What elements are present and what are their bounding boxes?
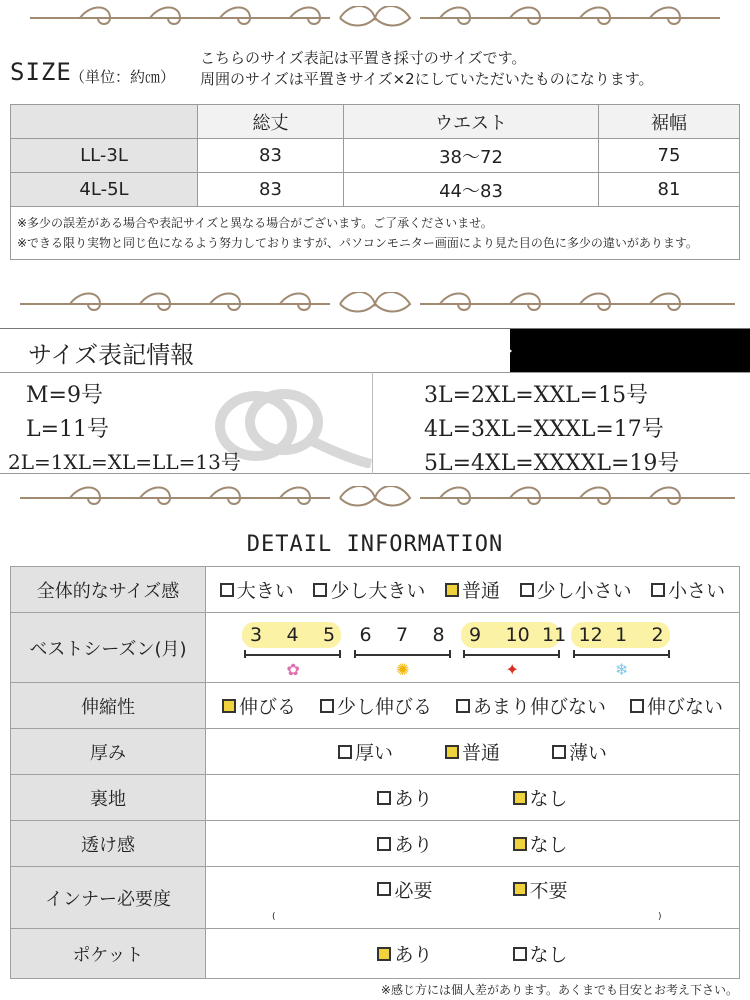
month-label: 10 [505, 623, 530, 646]
checked-box-icon [445, 583, 459, 597]
fit-options [206, 576, 739, 603]
ornament-divider-middle [0, 292, 750, 316]
season-tick [573, 650, 575, 658]
month-label: 3 [250, 623, 263, 646]
detail-label-stretch: 伸縮性 [11, 683, 206, 729]
checkbox-icon [338, 745, 352, 759]
maple-leaf-icon: ✦ [505, 659, 519, 679]
fit-option-label: 小さい [668, 580, 726, 602]
size-footnote: ※多少の誤差がある場合や表記サイズと異なる場合がございます。ご了承くださいませ。 [17, 216, 493, 230]
thickness-option [445, 738, 500, 765]
checkbox-icon [630, 699, 644, 713]
fit-option [313, 576, 425, 603]
detail-label-pocket: ポケット [11, 929, 206, 979]
size-col-length: 総丈 [198, 105, 344, 139]
size-table-header [11, 105, 740, 139]
size-col-hem: 裾幅 [599, 105, 740, 139]
cherry-blossom-icon: ✿ [286, 659, 300, 679]
sunflower-icon: ✺ [396, 659, 410, 679]
size-info-panel [0, 328, 750, 474]
header-arrow-shape [486, 329, 512, 373]
size-note [200, 48, 654, 90]
checkbox-icon [220, 583, 234, 597]
lining-option [377, 784, 432, 811]
table-row [11, 613, 740, 683]
pocket-option-label: あり [394, 944, 433, 966]
season-months [206, 614, 739, 682]
fit-option-label: 少し大きい [330, 580, 426, 602]
checkbox-icon [520, 583, 534, 597]
checkbox-icon [377, 882, 391, 896]
table-row [11, 683, 740, 729]
stretch-option [630, 692, 723, 719]
table-row [11, 867, 740, 929]
detail-label-thickness: 厚み [11, 729, 206, 775]
inner-cell [206, 868, 739, 928]
size-cell: 81 [599, 173, 740, 207]
detail-label-lining: 裏地 [11, 775, 206, 821]
divider [0, 372, 750, 373]
size-note-line: こちらのサイズ表記は平置き採寸のサイズです。 [200, 49, 527, 67]
size-row-label: 4L-5L [11, 173, 198, 207]
checkbox-icon [513, 947, 527, 961]
season-tick [449, 650, 451, 658]
sheer-option [513, 830, 568, 857]
header-black-band [510, 329, 750, 373]
fit-option [651, 576, 725, 603]
season-tick [354, 650, 356, 658]
month-label: 8 [432, 623, 445, 646]
table-row [11, 821, 740, 867]
detail-label-season: ベストシーズン(月) [11, 613, 206, 683]
stretch-option-label: 伸びる [238, 696, 296, 718]
month-label: 11 [542, 623, 567, 646]
snowflake-icon: ❄ [615, 659, 629, 679]
paren-open: ( [272, 911, 276, 922]
season-bar [573, 654, 670, 656]
size-cell: 83 [198, 139, 344, 173]
stretch-option-label: 少し伸びる [336, 696, 432, 718]
lining-option-label: なし [529, 788, 568, 810]
size-table [10, 104, 740, 260]
inner-option [377, 876, 432, 903]
table-row [11, 567, 740, 613]
size-info-right-1: 3L=2XL=XXL=15号 [424, 383, 649, 408]
fit-option [445, 576, 500, 603]
stretch-option [320, 692, 432, 719]
inner-option-label: 必要 [394, 879, 433, 902]
thickness-option-label: 薄い [569, 742, 608, 764]
sheer-options [206, 830, 739, 857]
size-unit: （単位：約㎝） [70, 68, 176, 86]
table-row [11, 929, 740, 979]
ornament-divider-lower [0, 486, 750, 510]
size-info-right-3: 5L=4XL=XXXXL=19号 [424, 451, 680, 476]
fit-option-label: 普通 [461, 580, 500, 602]
size-info-left-1: M=9号 [26, 383, 103, 408]
size-cell: 44～83 [344, 173, 599, 207]
detail-title: DETAIL INFORMATION [246, 532, 504, 557]
inner-options [206, 868, 739, 903]
checkbox-icon [313, 583, 327, 597]
detail-label-sheer: 透け感 [11, 821, 206, 867]
pocket-option [513, 940, 568, 967]
checkbox-icon [320, 699, 334, 713]
detail-label-fit: 全体的なサイズ感 [11, 567, 206, 613]
size-footnote: ※できる限り実物と同じ色になるよう努力しておりますが、パソコンモニター画面により見た目の色に多少の違いがあります。 [17, 236, 698, 250]
thickness-option-label: 普通 [461, 742, 500, 764]
checkbox-icon [651, 583, 665, 597]
inner-option-label: 不要 [529, 879, 568, 902]
sheer-option [377, 830, 432, 857]
paren-close: ) [658, 911, 662, 922]
table-row [11, 729, 740, 775]
thickness-options [206, 738, 739, 765]
checked-box-icon [513, 837, 527, 851]
checkbox-icon [456, 699, 470, 713]
size-info-left-3: 2L=1XL=XL=LL=13号 [8, 450, 241, 474]
stretch-option-label: 伸びない [646, 696, 723, 718]
checked-box-icon [513, 882, 527, 896]
size-footnotes [11, 207, 740, 260]
detail-table [10, 566, 740, 979]
month-label: 1 [615, 623, 628, 646]
checked-box-icon [513, 791, 527, 805]
size-info-right-2: 4L=3XL=XXXL=17号 [424, 417, 664, 442]
stretch-option-label: あまり伸びない [472, 696, 606, 718]
fit-option [520, 576, 632, 603]
sheer-option-label: なし [529, 834, 568, 856]
size-cell: 75 [599, 139, 740, 173]
month-label: 5 [323, 623, 336, 646]
checkbox-icon [377, 837, 391, 851]
season-bar [244, 654, 341, 656]
pocket-option-label: なし [529, 944, 568, 966]
month-label: 12 [578, 623, 603, 646]
size-cell: 83 [198, 173, 344, 207]
size-footnote-row [11, 207, 740, 260]
thickness-option [552, 738, 607, 765]
table-row [11, 173, 740, 207]
size-note-line: 周囲のサイズは平置きサイズ×2にしていただいたものになります。 [200, 70, 654, 88]
thickness-option-label: 厚い [354, 742, 393, 764]
checked-box-icon [222, 699, 236, 713]
season-tick [339, 650, 341, 658]
month-label: 7 [396, 623, 409, 646]
size-info-left-2: L=11号 [26, 417, 110, 442]
fit-option-label: 大きい [236, 580, 294, 602]
stretch-option [456, 692, 606, 719]
season-bar [354, 654, 451, 656]
pocket-options [206, 940, 739, 967]
lining-option-label: あり [394, 788, 433, 810]
season-tick [463, 650, 465, 658]
season-tick [558, 650, 560, 658]
lining-option [513, 784, 568, 811]
table-row [11, 139, 740, 173]
month-label: 4 [286, 623, 299, 646]
season-bar [463, 654, 560, 656]
detail-label-inner: インナー必要度 [11, 867, 206, 929]
ornament-divider-top [0, 6, 750, 30]
size-info-heading: サイズ表記情報 [28, 341, 195, 369]
footnote: ※感じ方には個人差があります。あくまでも目安とお考え下さい。 [380, 983, 738, 997]
checked-box-icon [377, 947, 391, 961]
size-info-header [0, 328, 750, 373]
size-col-waist: ウエスト [344, 105, 599, 139]
month-label: 9 [469, 623, 482, 646]
sheer-option-label: あり [394, 834, 433, 856]
lining-options [206, 784, 739, 811]
checked-box-icon [445, 745, 459, 759]
checkbox-icon [552, 745, 566, 759]
pocket-option [377, 940, 432, 967]
size-cell: 38～72 [344, 139, 599, 173]
size-title: SIZE [10, 58, 72, 86]
size-table-corner [11, 105, 198, 139]
stretch-option [222, 692, 296, 719]
size-row-label: LL-3L [11, 139, 198, 173]
season-tick [668, 650, 670, 658]
checkbox-icon [377, 791, 391, 805]
inner-option [513, 876, 568, 903]
fit-option [220, 576, 294, 603]
table-row [11, 775, 740, 821]
stretch-options [206, 692, 739, 719]
fit-option-label: 少し小さい [536, 580, 632, 602]
month-label: 6 [359, 623, 372, 646]
month-label: 2 [651, 623, 664, 646]
thickness-option [338, 738, 393, 765]
season-tick [244, 650, 246, 658]
